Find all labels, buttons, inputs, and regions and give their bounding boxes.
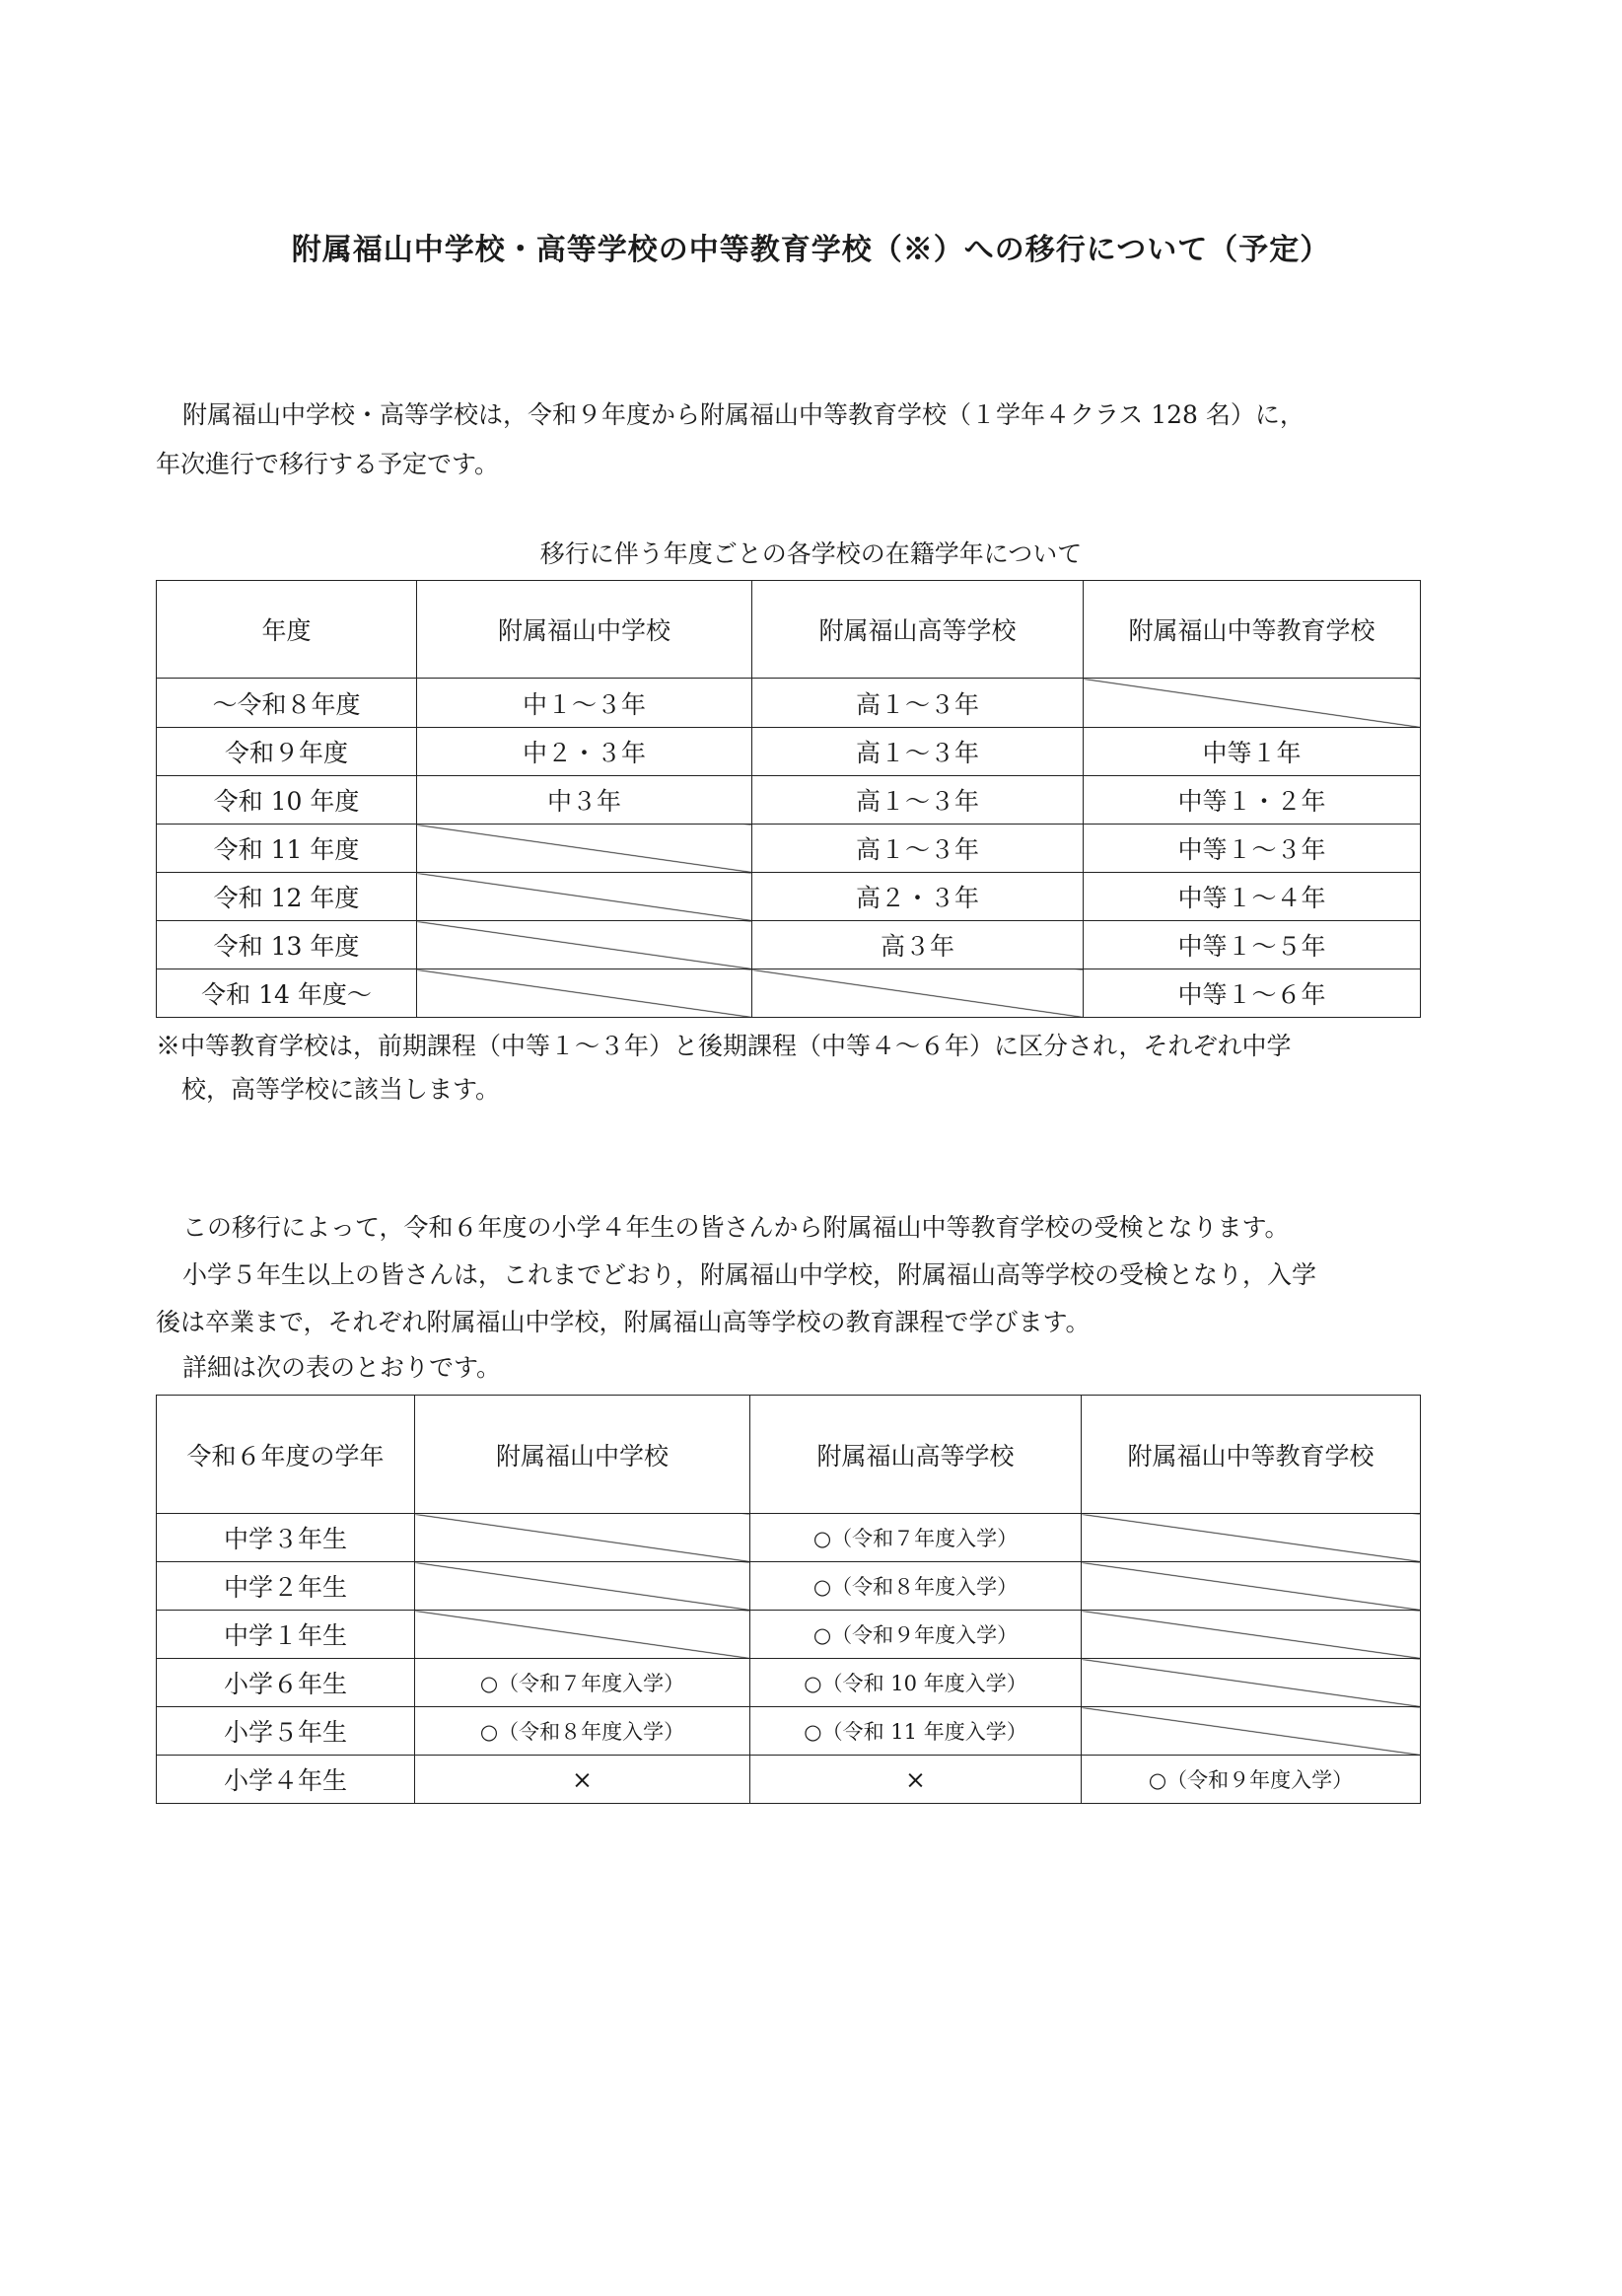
empty-slashed-cell (1082, 1562, 1421, 1611)
cell: ○（令和８年度入学） (750, 1562, 1082, 1611)
table-row (157, 825, 1421, 873)
empty-slashed-cell (1082, 1707, 1421, 1756)
intro-line-2: 年次進行で移行する予定です。 (156, 450, 500, 478)
cell: 中等１年 (1084, 728, 1421, 776)
body-line-1: この移行によって，令和６年度の小学４年生の皆さんから附属福山中等教育学校の受検となります。 (182, 1213, 1290, 1242)
cell: × (750, 1756, 1082, 1804)
cell: 高１～３年 (752, 825, 1084, 873)
table-row (157, 1707, 1421, 1756)
cell: ○（令和８年度入学） (415, 1707, 750, 1756)
table-row (157, 873, 1421, 921)
empty-slashed-cell (1082, 1611, 1421, 1659)
table1-header: 年度 (157, 581, 417, 679)
table2-header: 令和６年度の学年 (157, 1396, 415, 1514)
cell: ○（令和９年度入学） (750, 1611, 1082, 1659)
intro-line-1: 附属福山中学校・高等学校は，令和９年度から附属福山中等教育学校（１学年４クラス 128 名）に， (182, 400, 1305, 429)
empty-slashed-cell (417, 825, 752, 873)
year-cell: 令和９年度 (157, 728, 417, 776)
table-row (157, 969, 1421, 1018)
table1-header: 附属福山高等学校 (752, 581, 1084, 679)
empty-slashed-cell (752, 969, 1084, 1018)
grade-cell: 小学６年生 (157, 1659, 415, 1707)
empty-slashed-cell (415, 1514, 750, 1562)
year-cell: 令和 10 年度 (157, 776, 417, 825)
cell: 高１～３年 (752, 728, 1084, 776)
cell: 中２・３年 (417, 728, 752, 776)
cell: 高１～３年 (752, 776, 1084, 825)
table1-header: 附属福山中等教育学校 (1084, 581, 1421, 679)
cell: ○（令和７年度入学） (415, 1659, 750, 1707)
table2-header-row (157, 1396, 1421, 1514)
empty-slashed-cell (415, 1611, 750, 1659)
cell: 中等１～４年 (1084, 873, 1421, 921)
cell: 中３年 (417, 776, 752, 825)
cell: 中等１・２年 (1084, 776, 1421, 825)
table-row (157, 1756, 1421, 1804)
note-line-1: ※中等教育学校は，前期課程（中等１～３年）と後期課程（中等４～６年）に区分され，それぞれ中学 (156, 1032, 1292, 1060)
table1-header: 附属福山中学校 (417, 581, 752, 679)
cell: 高３年 (752, 921, 1084, 969)
grade-cell: 小学５年生 (157, 1707, 415, 1756)
cell: 中等１～５年 (1084, 921, 1421, 969)
empty-slashed-cell (415, 1562, 750, 1611)
cell: 中等１～３年 (1084, 825, 1421, 873)
year-cell: 令和 11 年度 (157, 825, 417, 873)
table-row (157, 1611, 1421, 1659)
note-line-2: 校，高等学校に該当します。 (181, 1075, 501, 1104)
body-line-2: 小学５年生以上の皆さんは，これまでどおり，附属福山中学校，附属福山高等学校の受検となり，入学 (182, 1260, 1317, 1289)
table-row (157, 921, 1421, 969)
table2-header: 附属福山高等学校 (750, 1396, 1082, 1514)
year-cell: ～令和８年度 (157, 679, 417, 728)
year-cell: 令和 13 年度 (157, 921, 417, 969)
cell: 高１～３年 (752, 679, 1084, 728)
table-row (157, 1562, 1421, 1611)
cell: ○（令和 10 年度入学） (750, 1659, 1082, 1707)
cell: 中１～３年 (417, 679, 752, 728)
grade-cell: 中学２年生 (157, 1562, 415, 1611)
empty-slashed-cell (417, 969, 752, 1018)
table-row (157, 1659, 1421, 1707)
table-row (157, 679, 1421, 728)
year-cell: 令和 12 年度 (157, 873, 417, 921)
table1-caption: 移行に伴う年度ごとの各学校の在籍学年について (539, 539, 1083, 568)
empty-slashed-cell (1082, 1659, 1421, 1707)
table2-header: 附属福山中学校 (415, 1396, 750, 1514)
body-line-4: 詳細は次の表のとおりです。 (182, 1353, 502, 1382)
body-line-3: 後は卒業まで，それぞれ附属福山中学校，附属福山高等学校の教育課程で学びます。 (156, 1308, 1091, 1336)
table-row (157, 1514, 1421, 1562)
year-cell: 令和 14 年度～ (157, 969, 417, 1018)
grade-cell: 中学３年生 (157, 1514, 415, 1562)
admission-table (156, 1395, 1421, 1804)
cell: ○（令和７年度入学） (750, 1514, 1082, 1562)
table2-header: 附属福山中等教育学校 (1082, 1396, 1421, 1514)
empty-slashed-cell (1084, 679, 1421, 728)
cell: ○（令和９年度入学） (1082, 1756, 1421, 1804)
grade-cell: 小学４年生 (157, 1756, 415, 1804)
cell: × (415, 1756, 750, 1804)
table-row (157, 776, 1421, 825)
grade-cell: 中学１年生 (157, 1611, 415, 1659)
enrollment-transition-table (156, 580, 1421, 1018)
cell: 中等１～６年 (1084, 969, 1421, 1018)
empty-slashed-cell (417, 873, 752, 921)
table1-header-row (157, 581, 1421, 679)
empty-slashed-cell (1082, 1514, 1421, 1562)
table-row (157, 728, 1421, 776)
cell: ○（令和 11 年度入学） (750, 1707, 1082, 1756)
document-title: 附属福山中学校・高等学校の中等教育学校（※）への移行について（予定） (291, 233, 1331, 267)
cell: 高２・３年 (752, 873, 1084, 921)
empty-slashed-cell (417, 921, 752, 969)
